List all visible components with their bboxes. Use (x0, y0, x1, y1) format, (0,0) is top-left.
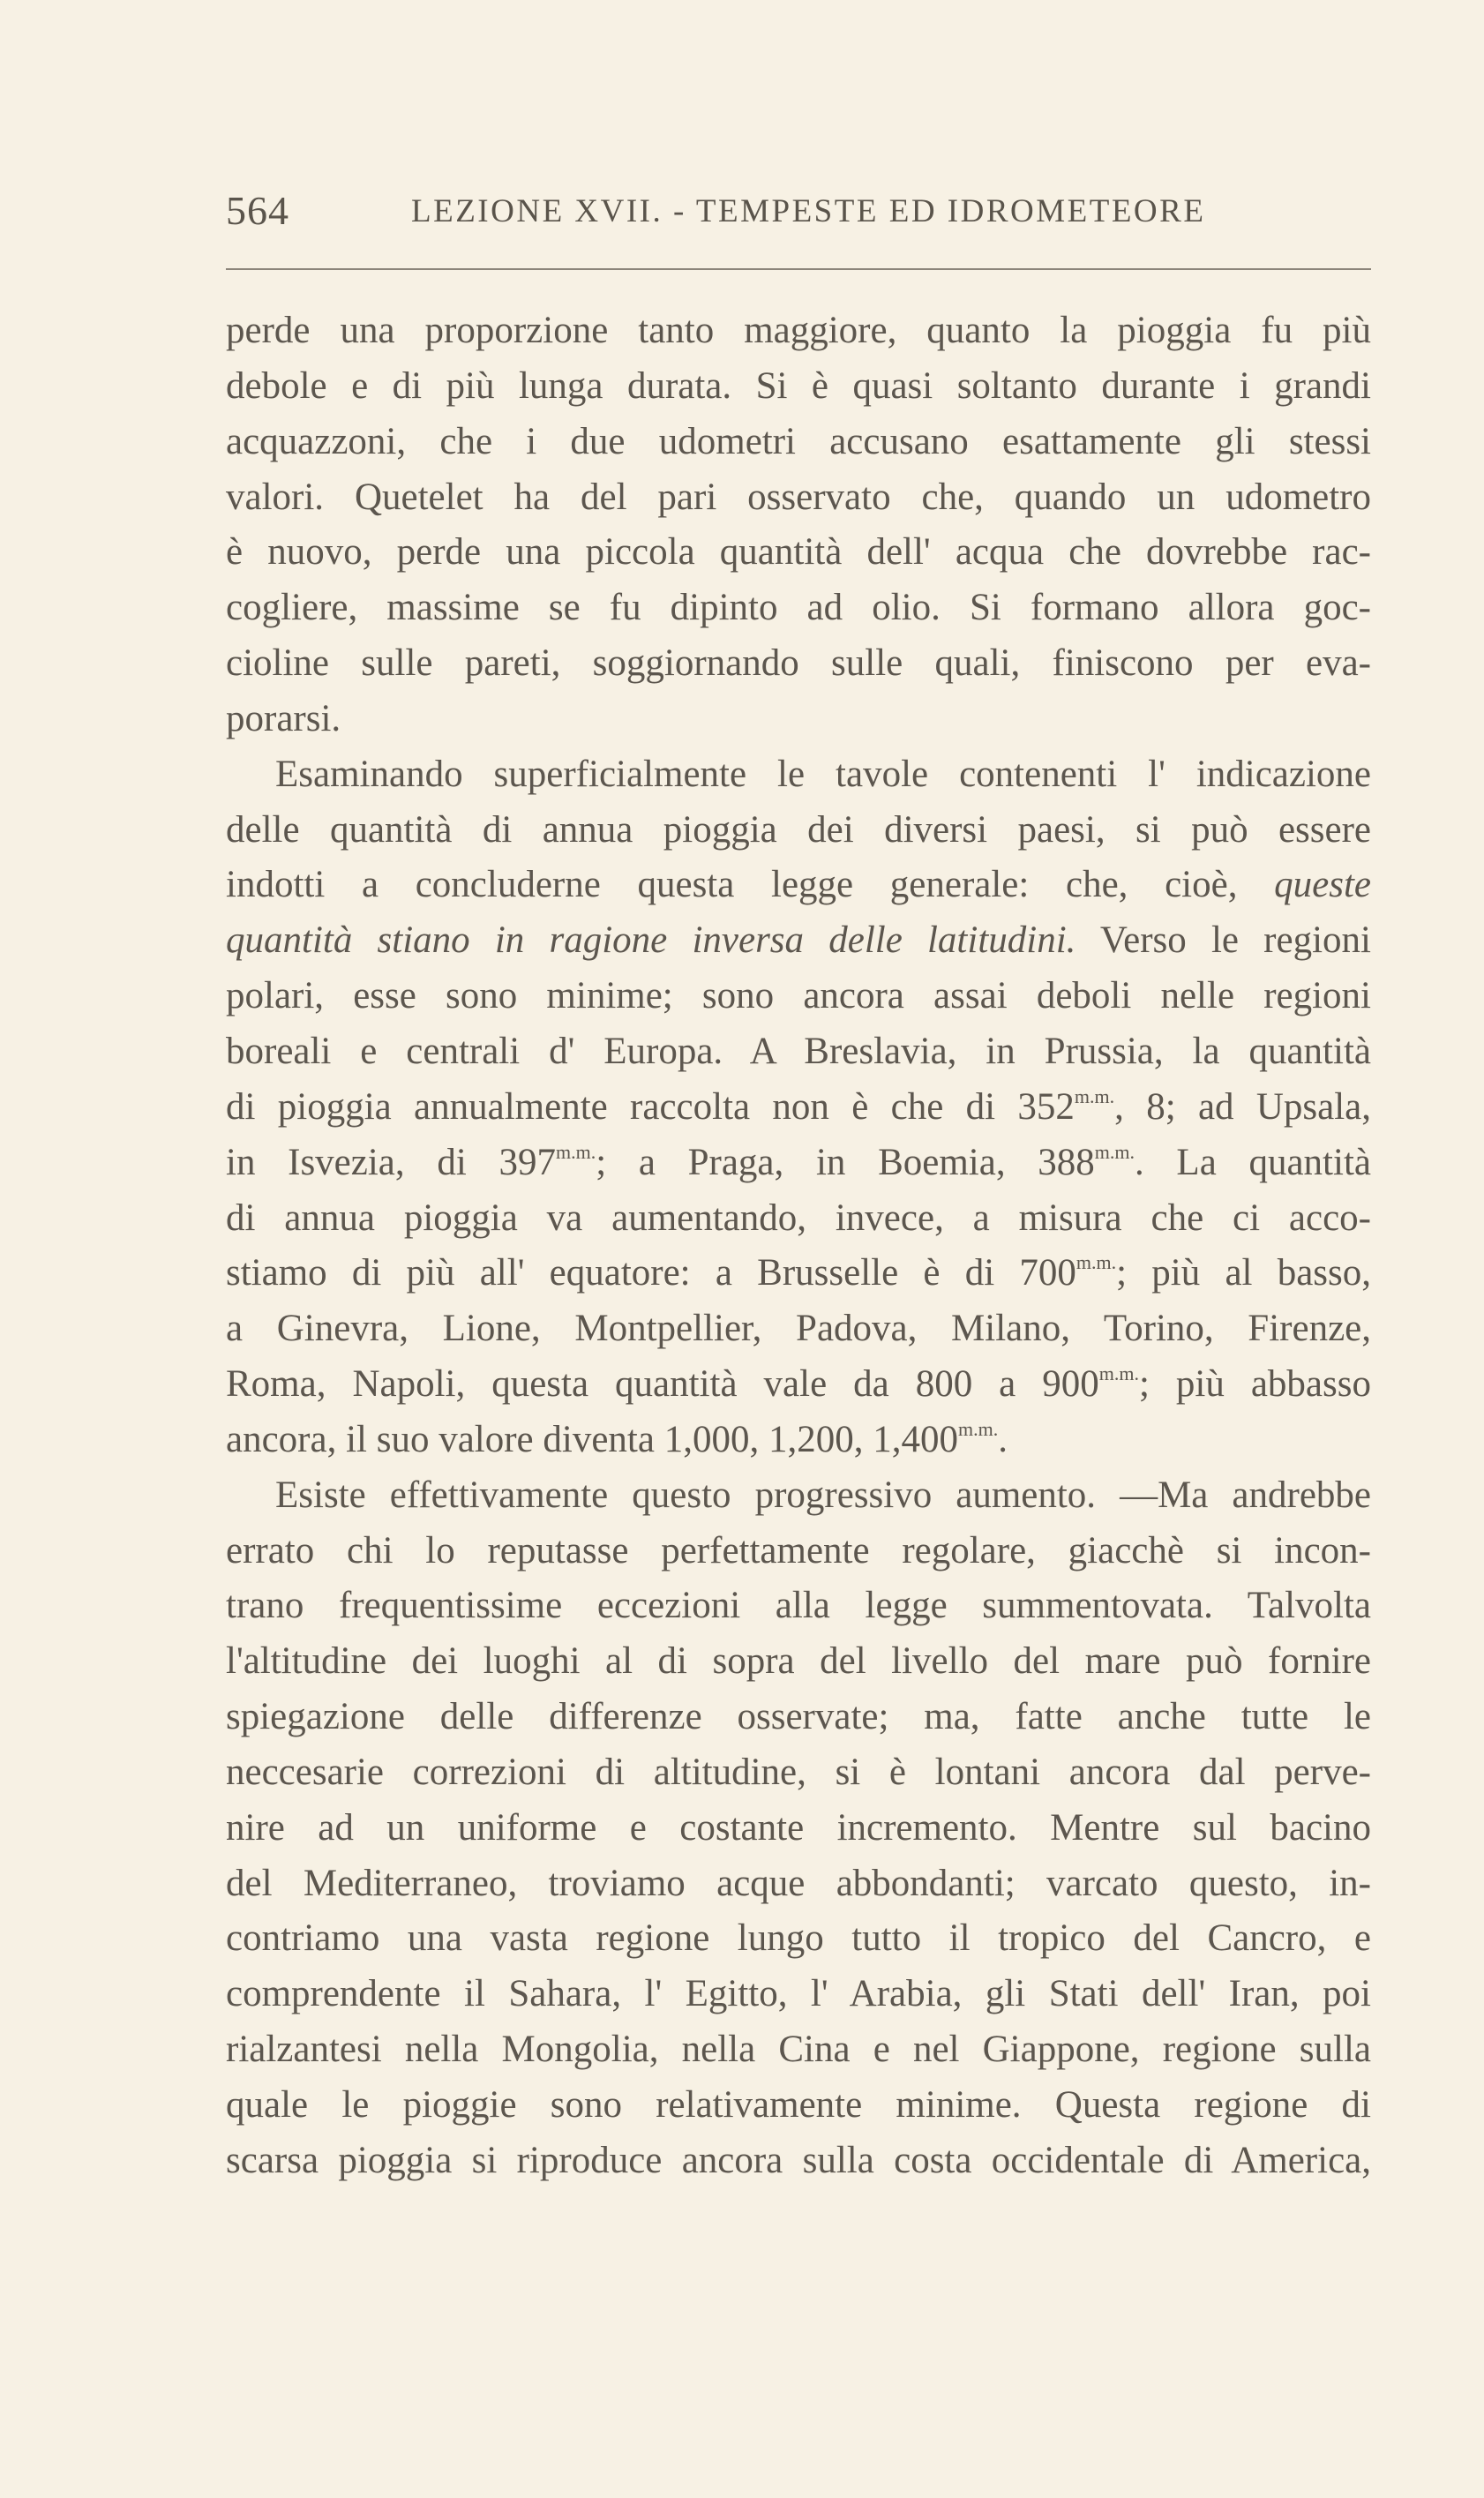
running-head: LEZIONE XVII. - TEMPESTE ED IDROMETEORE (411, 193, 1206, 229)
text-line: trano frequentissime eccezioni alla legge summentovata. Talvolta (226, 1585, 1371, 1627)
text-line: nire ad un uniforme e costante incremento. Mentre sul bacino (226, 1806, 1371, 1849)
text-line (226, 1357, 1371, 1413)
text-line: acquazzoni, che i due udometri accusano esattamente gli stessi (226, 420, 1371, 462)
unit-superscript: m.m. (1094, 1140, 1135, 1163)
text-line: debole e di più lunga durata. Si è quasi soltanto durante i grandi (226, 364, 1371, 407)
text-line: di annua pioggia va aumentando, invece, a misura che ci acco- (226, 1196, 1371, 1239)
text-line: scarsa pioggia si riproduce ancora sulla costa occidentale di America, (226, 2139, 1371, 2181)
text-line: boreali e centrali d' Europa. A Breslavia, in Prussia, la quantità (226, 1030, 1371, 1072)
text-line: perde una proporzione tanto maggiore, quanto la pioggia fu più (226, 310, 1371, 351)
text-line: neccesarie correzioni di altitudine, si è lontani ancora dal perve- (226, 1751, 1371, 1793)
text-line (226, 1413, 1371, 1468)
text-line: porarsi. (226, 697, 341, 739)
text-line: errato chi lo reputasse perfettamente regolare, giacchè si incon- (226, 1529, 1371, 1572)
text-line: a Ginevra, Lione, Montpellier, Padova, Milano, Torino, Firenze, (226, 1308, 1371, 1350)
text-segment: Roma, Napoli, questa quantità vale da 800 a 900 (226, 1363, 1099, 1406)
text-line: spiegazione delle differenze osservate; ma, fatte anche tutte le (226, 1696, 1371, 1738)
text-segment: in Isvezia, di 397 (226, 1141, 556, 1183)
text-segment: di pioggia annualmente raccolta non è che di 352 (226, 1085, 1075, 1128)
unit-superscript: m.m. (555, 1140, 596, 1163)
text-segment: . La quantità (1135, 1141, 1371, 1183)
text-segment: . (998, 1418, 1008, 1460)
unit-superscript: m.m. (1076, 1251, 1117, 1274)
text-segment: ancora, il suo valore diventa 1,000, 1,200, 1,400 (226, 1418, 958, 1460)
text-line: l'altitudine dei luoghi al di sopra del livello del mare può fornire (226, 1640, 1371, 1683)
text-line: valori. Quetelet ha del pari osservato che, quando un udometro (226, 476, 1371, 518)
text-line: del Mediterraneo, troviamo acque abbondanti; varcato questo, in- (226, 1862, 1371, 1904)
text-segment: , 8; ad Upsala, (1114, 1085, 1372, 1128)
header-rule (226, 268, 1371, 270)
text-line: contriamo una vasta regione lungo tutto il tropico del Cancro, e (226, 1917, 1371, 1960)
text-line: è nuovo, perde una piccola quantità dell' acqua che dovrebbe rac- (226, 531, 1371, 574)
text-segment: ; più al basso, (1116, 1252, 1371, 1294)
text-line: Esaminando superficialmente le tavole contenenti l' indicazione (275, 753, 1371, 795)
text-line: rialzantesi nella Mongolia, nella Cina e nel Giappone, regione sulla (226, 2029, 1371, 2071)
text-line: Esiste effettivamente questo progressivo aumento. —Ma andrebbe (275, 1474, 1371, 1516)
text-segment: ; più abbasso (1138, 1363, 1371, 1406)
text-line (226, 1246, 1371, 1302)
italic-text: queste (1274, 864, 1371, 906)
text-line: quale le pioggie sono relativamente minime. Questa regione di (226, 2084, 1371, 2126)
text-line: cogliere, massime se fu dipinto ad olio. Si formano allora goc- (226, 587, 1371, 629)
text-line: delle quantità di annua pioggia dei diversi paesi, si può essere (226, 808, 1371, 851)
unit-superscript: m.m. (1098, 1362, 1139, 1385)
text-line: polari, esse sono minime; sono ancora assai deboli nelle regioni (226, 975, 1371, 1017)
text-segment: ; a Praga, in Boemia, 388 (596, 1141, 1095, 1183)
text-segment: indotti a concluderne questa legge generale: che, cioè, (226, 864, 1238, 906)
text-line: comprendente il Sahara, l' Egitto, l' Arabia, gli Stati dell' Iran, poi (226, 1973, 1371, 2015)
text-line (226, 913, 1371, 969)
text-segment: Verso le regioni (1099, 919, 1371, 962)
unit-superscript: m.m. (1074, 1084, 1115, 1107)
body-text (226, 304, 1371, 2189)
text-line: cioline sulle pareti, soggiornando sulle quali, finiscono per eva- (226, 642, 1371, 685)
page-number: 564 (226, 188, 289, 233)
text-line (226, 1136, 1371, 1191)
text-segment: stiamo di più all' equatore: a Brusselle è di 700 (226, 1252, 1076, 1294)
italic-text: quantità stiano in ragione inversa delle latitudini. (226, 919, 1076, 962)
unit-superscript: m.m. (957, 1417, 999, 1440)
text-line (226, 858, 1371, 913)
text-line (226, 1080, 1371, 1136)
